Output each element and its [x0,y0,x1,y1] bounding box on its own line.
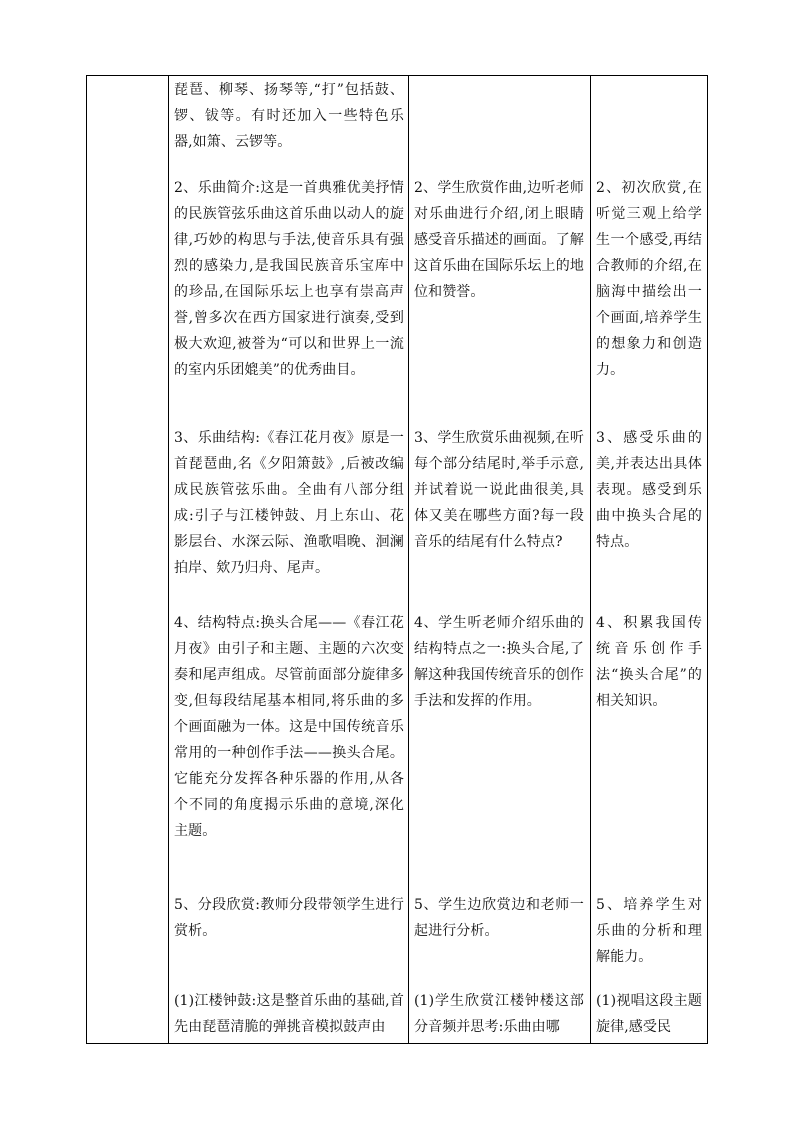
teacher-section-5-1-cell [174,988,404,1040]
teacher-section-4-cell [174,610,404,844]
student-section-3: 3、学生欣赏乐曲视频,在听每个部分结尾时,举手示意,并试着说一说此曲很美,具体又美在哪些方面?每一段音乐的结尾有什么特点? [414,430,584,550]
lesson-plan-table [86,75,708,1044]
teacher-section-4: 4、结构特点:换头合尾——《春江花月夜》由引子和主题、主题的六次变奏和尾声组成。尽管前面部分旋律多变,但每段结尾基本相同,将乐曲的多个画面融为一体。这是中国传统音乐常用的一种创作手法——换头合尾。它能充分发挥各种乐器的作用,从各个不同的角度揭示乐曲的意境,深化主题。 [174,615,404,839]
teacher-section-2-cell [174,175,404,383]
student-section-5: 5、学生边欣赏边和老师一起进行分析。 [414,897,584,939]
intent-section-3-cell [596,425,702,555]
table-border-right [707,75,708,1044]
teacher-activity-cell [174,77,404,155]
column-divider-1 [168,75,169,1044]
intent-section-3: 3、感受乐曲的美,并表达出具体表现。感受到乐曲中换头合尾的特点。 [596,430,702,550]
student-section-3-cell [414,425,584,555]
teacher-section-5-1: (1)江楼钟鼓:这是整首乐曲的基础,首先由琵琶清脆的弹挑音模拟鼓声由 [174,993,404,1035]
intent-section-5-1-cell [596,988,702,1040]
intent-section-5: 5、培养学生对乐曲的分析和理解能力。 [596,897,702,965]
teacher-section-2: 2、乐曲简介:这是一首典雅优美抒情的民族管弦乐曲这首乐曲以动人的旋律,巧妙的构思与手法,使音乐具有强烈的感染力,是我国民族音乐宝库中的珍品,在国际乐坛上也享有崇高声誉,曾多次在西方国家进行演奏,受到极大欢迎,被誉为“可以和世界上一流的室内乐团媲美”的优秀曲目。 [174,180,404,378]
intent-section-4: 4、积累我国传统音乐创作手法“换头合尾”的相关知识。 [596,615,702,709]
student-section-2-cell [414,175,584,305]
teacher-section-5-cell [174,892,404,944]
intent-section-2-cell [596,175,702,383]
column-divider-3 [590,75,591,1044]
table-border-top [86,75,708,76]
student-section-4: 4、学生听老师介绍乐曲的结构特点之一:换头合尾,了解这种我国传统音乐的创作手法和发挥的作用。 [414,615,584,709]
student-section-4-cell [414,610,584,714]
teacher-section-3: 3、乐曲结构:《春江花月夜》原是一首琵琶曲,名《夕阳箫鼓》,后被改编成民族管弦乐曲。全曲有八部分组成:引子与江楼钟鼓、月上东山、花影层台、水深云际、渔歌唱晚、洄澜拍岸、欸乃归舟、尾声。 [174,430,404,576]
student-section-5-1-cell [414,988,584,1040]
table-border-left [86,75,87,1044]
teacher-intro-continued: 琵琶、柳琴、扬琴等,“打”包括鼓、锣、钹等。有时还加入一些特色乐器,如箫、云锣等。 [174,82,404,150]
student-section-5-1: (1)学生欣赏江楼钟楼这部分音频并思考:乐曲由哪 [414,993,584,1035]
intent-section-5-cell [596,892,702,970]
intent-section-5-1: (1)视唱这段主题旋律,感受民 [596,993,702,1035]
table-border-bottom [86,1043,708,1044]
teacher-section-3-cell [174,425,404,581]
student-section-5-cell [414,892,584,944]
student-section-2: 2、学生欣赏作曲,边听老师对乐曲进行介绍,闭上眼睛感受音乐描述的画面。了解这首乐曲在国际乐坛上的地位和赞誉。 [414,180,584,300]
intent-section-2: 2、初次欣赏,在听觉三观上给学生一个感受,再结合教师的介绍,在脑海中描绘出一个画面,培养学生的想象力和创造力。 [596,180,702,378]
teacher-section-5: 5、分段欣赏:教师分段带领学生进行赏析。 [174,897,404,939]
intent-section-4-cell [596,610,702,714]
column-divider-2 [408,75,409,1044]
